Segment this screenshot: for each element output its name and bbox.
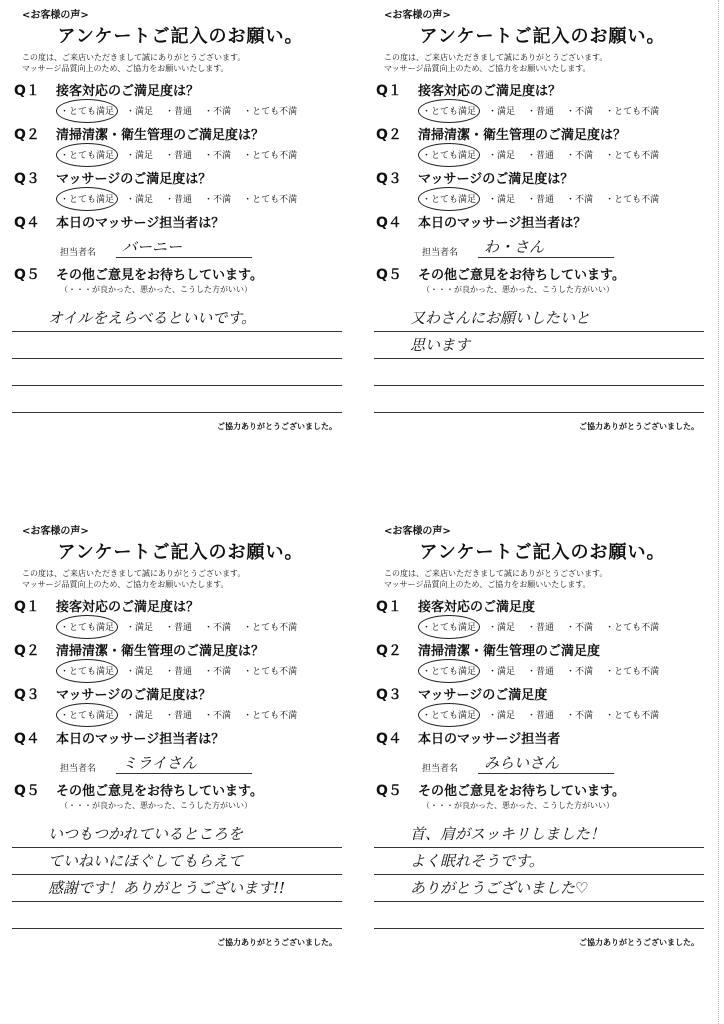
- option-dissatisfied[interactable]: ・不満: [566, 711, 594, 721]
- question-4: [370, 212, 715, 258]
- option-satisfied[interactable]: ・満足: [126, 195, 154, 205]
- option-satisfied[interactable]: ・満足: [126, 623, 154, 633]
- question-1: [8, 596, 353, 634]
- question-4: [8, 728, 353, 774]
- question-text: 本日のマッサージ担当者は？: [56, 732, 225, 747]
- option-dissatisfied[interactable]: ・不満: [204, 623, 232, 633]
- intro-line-1: この度は、ご来店いただきまして誠にありがとうございます。: [22, 53, 246, 62]
- staff-name-input[interactable]: わ・さん: [478, 236, 614, 258]
- option-very-dissatisfied[interactable]: ・とても不満: [605, 151, 660, 161]
- q5-hint: （・・・が良かった、悪かった、こうした方がいい）: [60, 801, 252, 810]
- form-title: アンケートご記入のお願い。: [57, 542, 304, 563]
- option-very-satisfied[interactable]: ・とても満足: [60, 708, 114, 722]
- option-neutral[interactable]: ・普通: [165, 623, 193, 633]
- comment-line[interactable]: 感謝です！ありがとうございます!!: [12, 875, 342, 902]
- intro-line-1: この度は、ご来店いただきまして誠にありがとうございます。: [384, 569, 608, 578]
- option-satisfied[interactable]: ・満足: [126, 151, 154, 161]
- question-text: 清掃清潔・衛生管理のご満足度は？: [56, 644, 265, 659]
- selection-circle-mark: [418, 187, 480, 211]
- staff-name-input[interactable]: バーニー: [116, 236, 252, 258]
- rating-options: [60, 192, 353, 206]
- form-tag: <お客様の声>: [384, 10, 451, 21]
- comment-line[interactable]: [12, 332, 342, 359]
- form-tag: <お客様の声>: [384, 526, 451, 537]
- option-very-dissatisfied[interactable]: ・とても不満: [243, 107, 298, 117]
- option-neutral[interactable]: ・普通: [527, 623, 555, 633]
- option-very-dissatisfied[interactable]: ・とても不満: [605, 711, 660, 721]
- selection-circle-mark: [418, 99, 480, 123]
- selection-circle-mark: [56, 615, 118, 639]
- rating-options: [60, 664, 353, 678]
- question-number: Q１: [14, 83, 40, 99]
- option-dissatisfied[interactable]: ・不満: [204, 151, 232, 161]
- comment-area[interactable]: [12, 305, 342, 413]
- question-text: その他ご意見をお待ちしています。: [418, 784, 625, 799]
- staff-label: 担当者名: [422, 764, 459, 774]
- option-very-dissatisfied[interactable]: ・とても不満: [243, 711, 298, 721]
- comment-line[interactable]: [12, 386, 342, 413]
- comment-line[interactable]: オイルをえらべるといいです。: [12, 305, 342, 332]
- survey-form-3: [8, 522, 353, 948]
- question-text: マッサージのご満足度: [418, 688, 548, 703]
- question-number: Q５: [14, 267, 40, 283]
- option-very-satisfied[interactable]: ・とても満足: [60, 104, 114, 118]
- option-very-satisfied[interactable]: ・とても満足: [422, 148, 476, 162]
- question-number: Q４: [14, 731, 40, 747]
- question-text: マッサージのご満足度は？: [56, 688, 212, 703]
- comment-area[interactable]: [374, 821, 704, 929]
- question-number: Q１: [376, 599, 402, 615]
- question-text: マッサージのご満足度は？: [418, 172, 574, 187]
- intro-line-1: この度は、ご来店いただきまして誠にありがとうございます。: [384, 53, 608, 62]
- question-2: [8, 640, 353, 678]
- question-2: [370, 124, 715, 162]
- question-2: [8, 124, 353, 162]
- thanks-note: ご協力ありがとうございました。: [217, 422, 337, 431]
- comment-line[interactable]: ありがとうございました♡: [374, 875, 704, 902]
- question-text: 接客対応のご満足度: [418, 600, 536, 615]
- question-text: 接客対応のご満足度は？: [56, 600, 200, 615]
- rating-options: [422, 192, 715, 206]
- question-text: その他ご意見をお待ちしています。: [56, 268, 263, 283]
- comment-line[interactable]: 又わさんにお願いしたいと: [374, 305, 704, 332]
- option-neutral[interactable]: ・普通: [165, 195, 193, 205]
- thanks-note: ご協力ありがとうございました。: [579, 938, 699, 947]
- intro-line-2: マッサージ品質向上のため、ご協力をお願いいたします。: [384, 580, 591, 589]
- option-satisfied[interactable]: ・満足: [488, 151, 516, 161]
- option-very-dissatisfied[interactable]: ・とても不満: [605, 667, 660, 677]
- comment-line[interactable]: 思います: [374, 332, 704, 359]
- question-3: [8, 168, 353, 206]
- option-very-satisfied[interactable]: ・とても満足: [422, 620, 476, 634]
- rating-options: [60, 620, 353, 634]
- staff-name-input[interactable]: ミライさん: [116, 752, 252, 774]
- option-neutral[interactable]: ・普通: [165, 711, 193, 721]
- selection-circle-mark: [418, 703, 480, 727]
- thanks-note: ご協力ありがとうございました。: [217, 938, 337, 947]
- rating-options: [422, 104, 715, 118]
- selection-circle-mark: [56, 703, 118, 727]
- rating-options: [422, 708, 715, 722]
- option-dissatisfied[interactable]: ・不満: [566, 195, 594, 205]
- question-number: Q３: [376, 171, 402, 187]
- question-text: 本日のマッサージ担当者は？: [56, 216, 225, 231]
- staff-label: 担当者名: [422, 248, 459, 258]
- comment-line[interactable]: ていねいにほぐしてもらえて: [12, 848, 342, 875]
- selection-circle-mark: [418, 659, 480, 683]
- option-very-dissatisfied[interactable]: ・とても不満: [243, 667, 298, 677]
- option-dissatisfied[interactable]: ・不満: [204, 107, 232, 117]
- rating-options: [60, 148, 353, 162]
- question-3: [370, 684, 715, 722]
- comment-line[interactable]: [12, 359, 342, 386]
- form-intro: [384, 52, 715, 74]
- question-text: 清掃清潔・衛生管理のご満足度: [418, 644, 601, 659]
- option-very-satisfied[interactable]: ・とても満足: [422, 104, 476, 118]
- option-very-satisfied[interactable]: ・とても満足: [60, 148, 114, 162]
- question-5: [8, 264, 353, 413]
- form-title: アンケートご記入のお願い。: [57, 26, 304, 47]
- question-number: Q４: [376, 731, 402, 747]
- option-dissatisfied[interactable]: ・不満: [566, 667, 594, 677]
- option-very-satisfied[interactable]: ・とても満足: [60, 620, 114, 634]
- selection-circle-mark: [56, 143, 118, 167]
- comment-area[interactable]: [12, 821, 342, 929]
- option-very-dissatisfied[interactable]: ・とても不満: [605, 623, 660, 633]
- option-neutral[interactable]: ・普通: [527, 195, 555, 205]
- option-dissatisfied[interactable]: ・不満: [204, 711, 232, 721]
- thanks-note: ご協力ありがとうございました。: [579, 422, 699, 431]
- option-very-satisfied[interactable]: ・とても満足: [60, 192, 114, 206]
- question-text: その他ご意見をお待ちしています。: [418, 268, 625, 283]
- staff-field: [60, 754, 353, 774]
- rating-options: [422, 664, 715, 678]
- q5-hint: （・・・が良かった、悪かった、こうした方がいい）: [60, 285, 252, 294]
- question-2: [370, 640, 715, 678]
- staff-label: 担当者名: [60, 248, 97, 258]
- form-intro: [22, 52, 353, 74]
- form-title: アンケートご記入のお願い。: [419, 542, 666, 563]
- selection-circle-mark: [56, 99, 118, 123]
- question-number: Q１: [14, 599, 40, 615]
- question-number: Q３: [14, 171, 40, 187]
- intro-line-2: マッサージ品質向上のため、ご協力をお願いいたします。: [22, 64, 229, 73]
- comment-line[interactable]: いつもつかれているところを: [12, 821, 342, 848]
- question-4: [370, 728, 715, 774]
- question-text: マッサージのご満足度は？: [56, 172, 212, 187]
- comment-line[interactable]: [374, 902, 704, 929]
- question-number: Q１: [376, 83, 402, 99]
- form-intro: [22, 568, 353, 590]
- staff-field: [422, 754, 715, 774]
- rating-options: [422, 620, 715, 634]
- option-satisfied[interactable]: ・満足: [488, 107, 516, 117]
- question-text: 清掃清潔・衛生管理のご満足度は？: [56, 128, 265, 143]
- rating-options: [60, 104, 353, 118]
- option-very-dissatisfied[interactable]: ・とても不満: [605, 195, 660, 205]
- staff-field: [422, 238, 715, 258]
- option-very-satisfied[interactable]: ・とても満足: [60, 664, 114, 678]
- option-very-dissatisfied[interactable]: ・とても不満: [243, 195, 298, 205]
- question-text: その他ご意見をお待ちしています。: [56, 784, 263, 799]
- option-dissatisfied[interactable]: ・不満: [566, 151, 594, 161]
- option-satisfied[interactable]: ・満足: [126, 107, 154, 117]
- question-number: Q２: [14, 127, 40, 143]
- option-satisfied[interactable]: ・満足: [488, 667, 516, 677]
- question-text: 清掃清潔・衛生管理のご満足度は？: [418, 128, 627, 143]
- option-very-satisfied[interactable]: ・とても満足: [422, 664, 476, 678]
- question-text: 接客対応のご満足度は？: [56, 84, 200, 99]
- question-1: [370, 80, 715, 118]
- question-number: Q５: [14, 783, 40, 799]
- selection-circle-mark: [418, 615, 480, 639]
- question-number: Q５: [376, 783, 402, 799]
- comment-line[interactable]: [374, 386, 704, 413]
- option-dissatisfied[interactable]: ・不満: [204, 667, 232, 677]
- selection-circle-mark: [56, 187, 118, 211]
- q5-hint: （・・・が良かった、悪かった、こうした方がいい）: [422, 285, 614, 294]
- question-number: Q２: [14, 643, 40, 659]
- selection-circle-mark: [418, 143, 480, 167]
- option-neutral[interactable]: ・普通: [165, 667, 193, 677]
- option-satisfied[interactable]: ・満足: [488, 623, 516, 633]
- question-number: Q３: [376, 687, 402, 703]
- option-satisfied[interactable]: ・満足: [126, 667, 154, 677]
- option-neutral[interactable]: ・普通: [527, 667, 555, 677]
- question-text: 接客対応のご満足度は？: [418, 84, 562, 99]
- option-very-satisfied[interactable]: ・とても満足: [422, 708, 476, 722]
- scan-fold-line: [718, 0, 720, 1024]
- option-dissatisfied[interactable]: ・不満: [204, 195, 232, 205]
- option-dissatisfied[interactable]: ・不満: [566, 623, 594, 633]
- intro-line-2: マッサージ品質向上のため、ご協力をお願いいたします。: [384, 64, 591, 73]
- option-satisfied[interactable]: ・満足: [488, 711, 516, 721]
- option-very-dissatisfied[interactable]: ・とても不満: [243, 151, 298, 161]
- option-very-satisfied[interactable]: ・とても満足: [422, 192, 476, 206]
- survey-form-4: [370, 522, 715, 948]
- staff-label: 担当者名: [60, 764, 97, 774]
- option-neutral[interactable]: ・普通: [527, 107, 555, 117]
- question-number: Q５: [376, 267, 402, 283]
- question-number: Q２: [376, 127, 402, 143]
- question-1: [370, 596, 715, 634]
- q5-hint: （・・・が良かった、悪かった、こうした方がいい）: [422, 801, 614, 810]
- comment-line[interactable]: 首、肩がスッキリしました！: [374, 821, 704, 848]
- question-number: Q４: [14, 215, 40, 231]
- staff-name-input[interactable]: みらいさん: [478, 752, 614, 774]
- option-neutral[interactable]: ・普通: [165, 151, 193, 161]
- option-satisfied[interactable]: ・満足: [126, 711, 154, 721]
- intro-line-1: この度は、ご来店いただきまして誠にありがとうございます。: [22, 569, 246, 578]
- question-number: Q３: [14, 687, 40, 703]
- survey-form-2: [370, 6, 715, 432]
- question-text: 本日のマッサージ担当者は？: [418, 216, 587, 231]
- question-3: [8, 684, 353, 722]
- form-title: アンケートご記入のお願い。: [419, 26, 666, 47]
- comment-line[interactable]: [374, 359, 704, 386]
- option-neutral[interactable]: ・普通: [165, 107, 193, 117]
- option-neutral[interactable]: ・普通: [527, 711, 555, 721]
- staff-field: [60, 238, 353, 258]
- survey-form-1: [8, 6, 353, 432]
- question-5: [370, 780, 715, 929]
- intro-line-2: マッサージ品質向上のため、ご協力をお願いいたします。: [22, 580, 229, 589]
- comment-area[interactable]: [374, 305, 704, 413]
- selection-circle-mark: [56, 659, 118, 683]
- option-dissatisfied[interactable]: ・不満: [566, 107, 594, 117]
- rating-options: [422, 148, 715, 162]
- option-neutral[interactable]: ・普通: [527, 151, 555, 161]
- comment-line[interactable]: よく眠れそうです。: [374, 848, 704, 875]
- question-5: [370, 264, 715, 413]
- question-number: Q４: [376, 215, 402, 231]
- comment-line[interactable]: [12, 902, 342, 929]
- rating-options: [60, 708, 353, 722]
- question-1: [8, 80, 353, 118]
- option-very-dissatisfied[interactable]: ・とても不満: [243, 623, 298, 633]
- question-4: [8, 212, 353, 258]
- question-number: Q２: [376, 643, 402, 659]
- option-very-dissatisfied[interactable]: ・とても不満: [605, 107, 660, 117]
- option-satisfied[interactable]: ・満足: [488, 195, 516, 205]
- form-tag: <お客様の声>: [22, 10, 89, 21]
- question-5: [8, 780, 353, 929]
- form-intro: [384, 568, 715, 590]
- question-text: 本日のマッサージ担当者: [418, 732, 561, 747]
- form-tag: <お客様の声>: [22, 526, 89, 537]
- question-3: [370, 168, 715, 206]
